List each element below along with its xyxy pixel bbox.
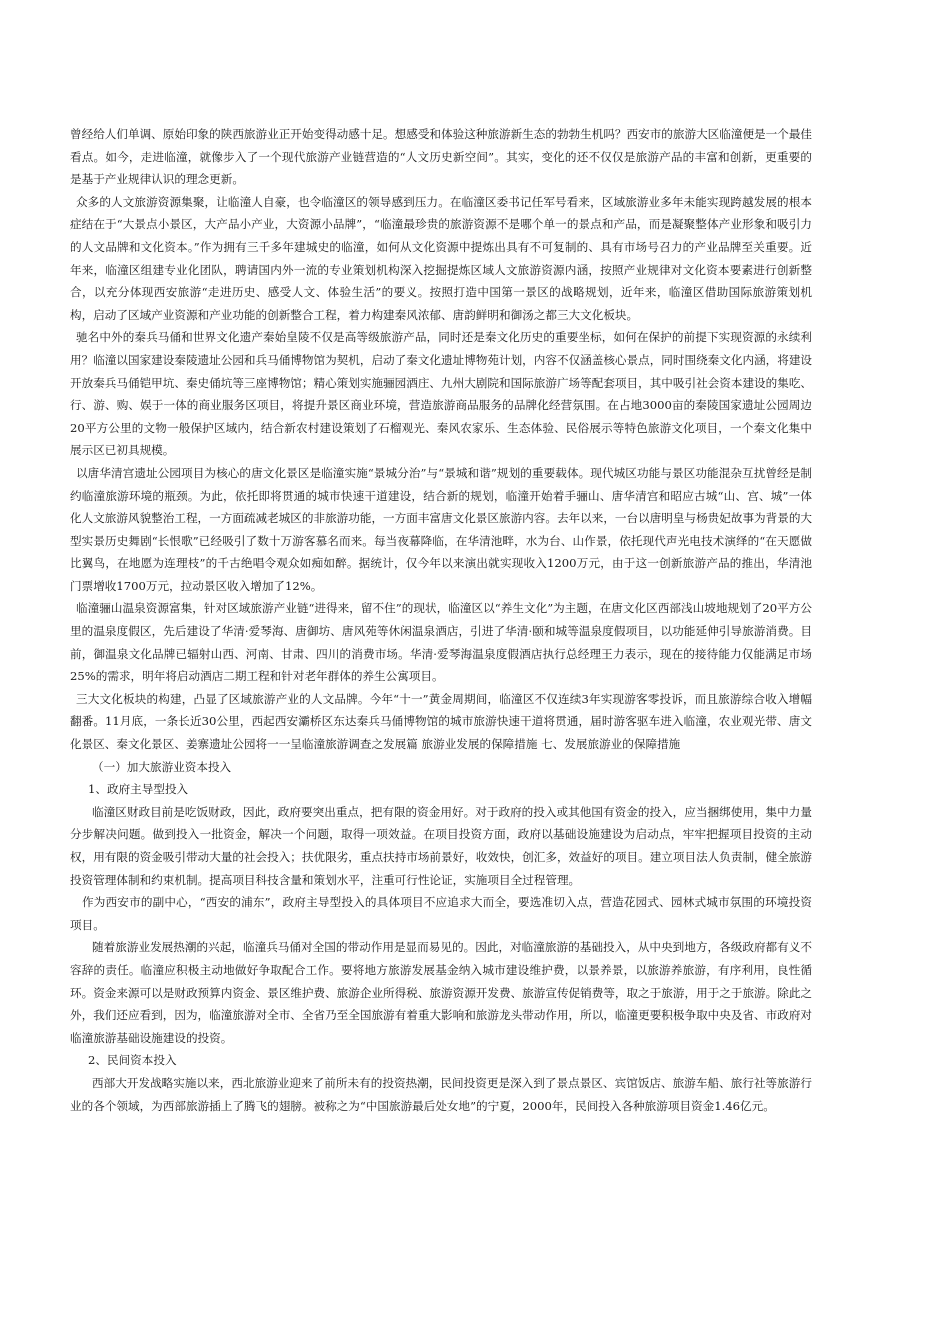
paragraph-cultural-brand: 众多的人文旅游资源集聚，让临潼人自豪，也令临潼区的领导感到压力。在临潼区委书记任军号看来，区域旅游业多年未能实现跨越发展的根本症结在于“大景点小景区，大产品小产业，大资源小品牌”，“临潼最珍贵的旅游资源不是哪个单一的景点和产品，而是凝聚整体产业形象和吸引力的人文品牌和文化资本。”作为拥有三千多年建城史的临潼，如何从文化资源中提炼出具有不可复制的、具有市场号召力的产业品牌至关重要。近年来，临潼区组建专业化团队，聘请国内外一流的专业策划机构深入挖掘提炼区域人文旅游资源内涵，按照产业规律对文化资本要素进行创新整合，以充分体现西安旅游“走进历史、感受人文、体验生活”的要义。按照打造中国第一景区的战略规划，近年来，临潼区借助国际旅游策划机构，启动了区域产业资源和产业功能的创新整合工程，着力构建秦风浓郁、唐韵鲜明和御汤之都三大文化板块。 bbox=[70, 194, 812, 322]
document-body bbox=[70, 123, 812, 1117]
paragraph-intro: 曾经给人们单调、原始印象的陕西旅游业正开始变得动感十足。想感受和体验这种旅游新生态的勃勃生机吗？西安市的旅游大区临潼便是一个最佳看点。如今，走进临潼，就像步入了一个现代旅游产业链营造的“人文历史新空间”。其实，变化的还不仅仅是旅游产品的丰富和创新，更重要的是基于产业规律认识的理念更新。 bbox=[70, 127, 813, 187]
paragraph-tang-culture: 以唐华清宫遗址公园项目为核心的唐文化景区是临潼实施“景城分治”与“景城和谐”规划的重要载体。现代城区功能与景区功能混杂互扰曾经是制约临潼旅游环境的瓶颈。为此，依托即将贯通的城市快速干道建设，结合新的规划，临潼开始着手骊山、唐华清宫和昭应古城“山、宫、城”一体化人文旅游风貌整治工程，一方面疏减老城区的非旅游功能，一方面丰富唐文化景区旅游内容。去年以来，一台以唐明皇与杨贵妃故事为背景的大型实景历史舞剧“长恨歌”已经吸引了数十万游客慕名而来。每当夜幕降临，在华清池畔，水为台、山作景，依托现代声光电技术演绎的“在天愿做比翼鸟，在地愿为连理枝”的千古绝唱令观众如痴如醉。据统计，仅今年以来演出就实现收入1200万元，由于这一创新旅游产品的推出，华清池门票增收1700万元，拉动景区收入增加了12%。 bbox=[70, 465, 813, 593]
subsection-heading-private: 2、民间资本投入 bbox=[88, 1053, 177, 1068]
paragraph-infrastructure: 随着旅游业发展热潮的兴起，临潼兵马俑对全国的带动作用是显而易见的。因此，对临潼旅游的基础投入，从中央到地方，各级政府都有义不容辞的责任。临潼应积极主动地做好争取配合工作。要将地方旅游发展基金纳入城市建设维护费，以景养景，以旅游养旅游，有序利用，良性循环。资金来源可以是财政预算内资金、景区维护费、旅游企业所得税、旅游资源开发费、旅游宣传促销费等，取之于旅游，用于之于旅游。除此之外，我们还应看到，因为，临潼旅游对全市、全省乃至全国旅游有着重大影响和旅游龙头带动作用，所以，临潼更要积极争取中央及省、市政府对临潼旅游基础设施建设的投资。 bbox=[70, 940, 813, 1045]
paragraph-private-capital: 西部大开发战略实施以来，西北旅游业迎来了前所未有的投资热潮，民间投资更是深入到了景点景区、宾馆饭店、旅游车船、旅行社等旅游行业的各个领域，为西部旅游插上了腾飞的翅膀。被称之为“中国旅游最后处女地”的宁夏，2000年，民间投入各种旅游项目资金1.46亿元。 bbox=[70, 1075, 812, 1113]
paragraph-hot-spring: 临潼骊山温泉资源富集，针对区域旅游产业链“进得来，留不住”的现状，临潼区以“养生文化”为主题，在唐文化区西部浅山坡地规划了20平方公里的温泉度假区，先后建设了华清·爱琴海、唐御坊、唐风苑等休闲温泉酒店，引进了华清·颐和城等温泉度假项目，以功能延伸引导旅游消费。目前，御温泉文化品牌已辐射山西、河南、甘肃、四川的消费市场。华清·爱琴海温泉度假酒店执行总经理王力表示，现在的接待能力仅能满足市场25%的需求，明年将启动酒店二期工程和针对老年群体的养生公寓项目。 bbox=[70, 601, 812, 684]
paragraph-qin-culture: 驰名中外的秦兵马俑和世界文化遗产秦始皇陵不仅是高等级旅游产品，同时还是秦文化历史的重要坐标，如何在保护的前提下实现资源的永续利用？临潼以国家建设秦陵遗址公园和兵马俑博物馆为契机，启动了秦文化遗址博物苑计划，内容不仅涵盖核心景点，同时围绕秦文化内涵，将建设开放秦兵马俑铠甲坑、秦史俑坑等三座博物馆；精心策划实施骊园酒庄、九州大剧院和国际旅游广场等配套项目，其中吸引社会资本建设的集吃、行、游、购、娱于一体的商业服务区项目，将提升景区商业环境，营造旅游商品服务的品牌化经营氛围。在占地3000亩的秦陵国家遗址公园周边20平方公里的文物一般保护区域内，结合新农村建设策划了石榴观光、秦风农家乐、生态体验、民俗展示等特色旅游文化项目，一个秦文化集中展示区已初具规模。 bbox=[70, 330, 813, 458]
paragraph-xian-pudong: 作为西安市的副中心，“西安的浦东”，政府主导型投入的具体项目不应追求大而全，要选准切入点，营造花园式、园林式城市氛围的环境投资项目。 bbox=[70, 895, 812, 932]
subsection-heading-government: 1、政府主导型投入 bbox=[88, 782, 189, 797]
paragraph-three-blocks: 三大文化板块的构建，凸显了区域旅游产业的人文品牌。今年“十一”黄金周期间，临潼区不仅连续3年实现游客零投诉，而且旅游综合收入增幅翻番。11月底，一条长近30公里，西起西安灞桥区东达秦兵马俑博物馆的城市旅游快速干道将贯通，届时游客驱车进入临潼，农业观光带、唐文化景区、秦文化景区、姜寨遗址公园将一一呈临潼旅游调查之发展篇 旅游业发展的保障措施 七、发展旅游业的保障措施 bbox=[70, 691, 812, 752]
paragraph-government-finance: 临潼区财政目前是吃饭财政，因此，政府要突出重点，把有限的资金用好。对于政府的投入或其他国有资金的投入，应当捆绑使用，集中力量分步解决问题。做到投入一批资金，解决一个问题，取得一项效益。在项目投资方面，政府以基础设施建设为启动点，牢牢把握项目投资的主动权，用有限的资金吸引带动大量的社会投入；扶优限劣，重点扶持市场前景好，收效快，创汇多，效益好的项目。建立项目法人负责制，健全旅游投资管理体制和约束机制。提高项目科技含量和策划水平，注重可行性论证，实施项目全过程管理。 bbox=[70, 804, 813, 887]
section-heading: （一）加大旅游业资本投入 bbox=[92, 759, 232, 774]
